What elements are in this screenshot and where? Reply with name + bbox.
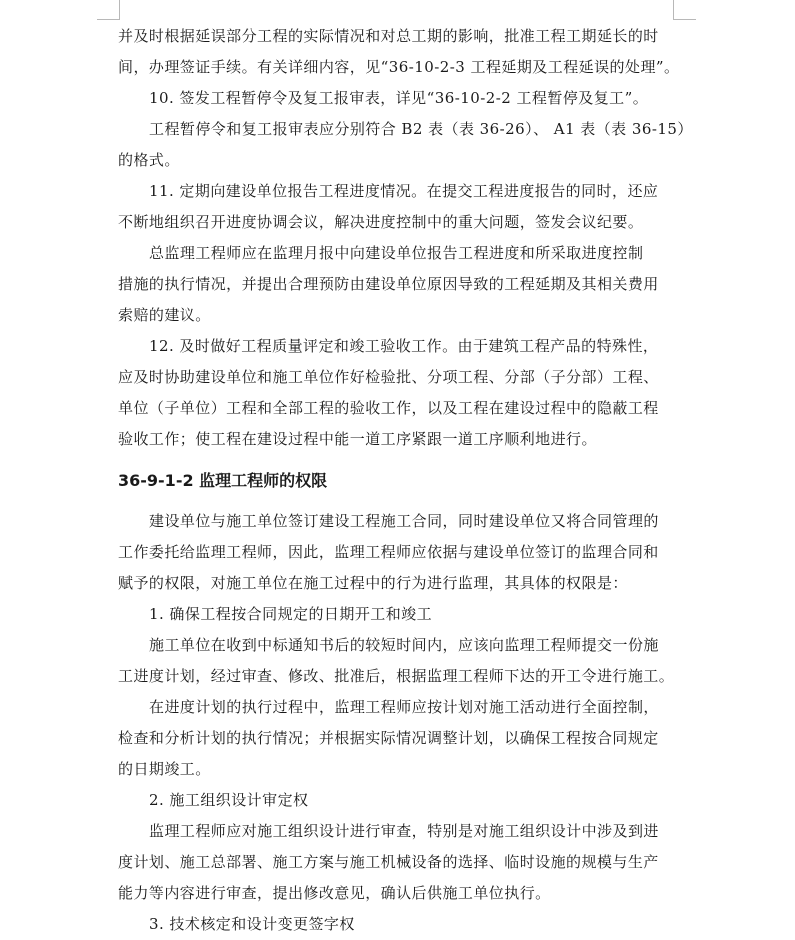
text-line: 11. 定期向建设单位报告工程进度情况。在提交工程进度报告的同时，还应	[149, 182, 659, 200]
text-line: 能力等内容进行审查，提出修改意见，确认后供施工单位执行。	[118, 884, 551, 902]
text-line: 的格式。	[118, 151, 180, 169]
text-line: 单位（子单位）工程和全部工程的验收工作，以及工程在建设过程中的隐蔽工程	[118, 399, 659, 417]
text-line: 工进度计划，经过审查、修改、批准后，根据监理工程师下达的开工令进行施工。	[118, 667, 675, 685]
text-line: 监理工程师应对施工组织设计进行审查，特别是对施工组织设计中涉及到进	[149, 822, 659, 840]
text-line: 施工单位在收到中标通知书后的较短时间内，应该向监理工程师提交一份施	[149, 636, 659, 654]
text-line: 间，办理签证手续。有关详细内容，见“36-10-2-3 工程延期及工程延误的处理”。	[118, 58, 680, 76]
crop-mark-left	[97, 0, 120, 20]
text-line: 检查和分析计划的执行情况；并根据实际情况调整计划，以确保工程按合同规定	[118, 729, 659, 747]
crop-mark-right	[673, 0, 696, 20]
text-line: 工作委托给监理工程师，因此，监理工程师应依据与建设单位签订的监理合同和	[118, 543, 659, 561]
text-line: 措施的执行情况，并提出合理预防由建设单位原因导致的工程延期及其相关费用	[118, 275, 659, 293]
text-line: 度计划、施工总部署、施工方案与施工机械设备的选择、临时设施的规模与生产	[118, 853, 659, 871]
text-line: 在进度计划的执行过程中，监理工程师应按计划对施工活动进行全面控制，	[149, 698, 659, 716]
list-item-heading: 3. 技术核定和设计变更签字权	[149, 915, 355, 933]
section-heading: 36-9-1-2 监理工程师的权限	[118, 471, 328, 490]
text-line: 建设单位与施工单位签订建设工程施工合同，同时建设单位又将合同管理的	[149, 512, 659, 530]
text-line: 并及时根据延误部分工程的实际情况和对总工期的影响，批准工程工期延长的时	[118, 27, 659, 45]
list-item-heading: 1. 确保工程按合同规定的日期开工和竣工	[149, 605, 433, 623]
text-line: 总监理工程师应在监理月报中向建设单位报告工程进度和所采取进度控制	[149, 244, 644, 262]
text-line: 12. 及时做好工程质量评定和竣工验收工作。由于建筑工程产品的特殊性，	[149, 337, 659, 355]
text-line: 的日期竣工。	[118, 760, 211, 778]
text-line: 应及时协助建设单位和施工单位作好检验批、分项工程、分部（子分部）工程、	[118, 368, 659, 386]
document-body	[118, 21, 693, 940]
text-line: 索赔的建议。	[118, 306, 211, 324]
text-line: 工程暂停令和复工报审表应分别符合 B2 表（表 36-26）、 A1 表（表 36-15）	[149, 120, 693, 138]
text-line: 验收工作；使工程在建设过程中能一道工序紧跟一道工序顺利地进行。	[118, 430, 597, 448]
text-line: 赋予的权限，对施工单位在施工过程中的行为进行监理，其具体的权限是：	[118, 574, 628, 592]
text-line: 10. 签发工程暂停令及复工报审表，详见“36-10-2-2 工程暂停及复工”。	[149, 89, 649, 107]
text-line: 不断地组织召开进度协调会议，解决进度控制中的重大问题，签发会议纪要。	[118, 213, 644, 231]
list-item-heading: 2. 施工组织设计审定权	[149, 791, 309, 809]
